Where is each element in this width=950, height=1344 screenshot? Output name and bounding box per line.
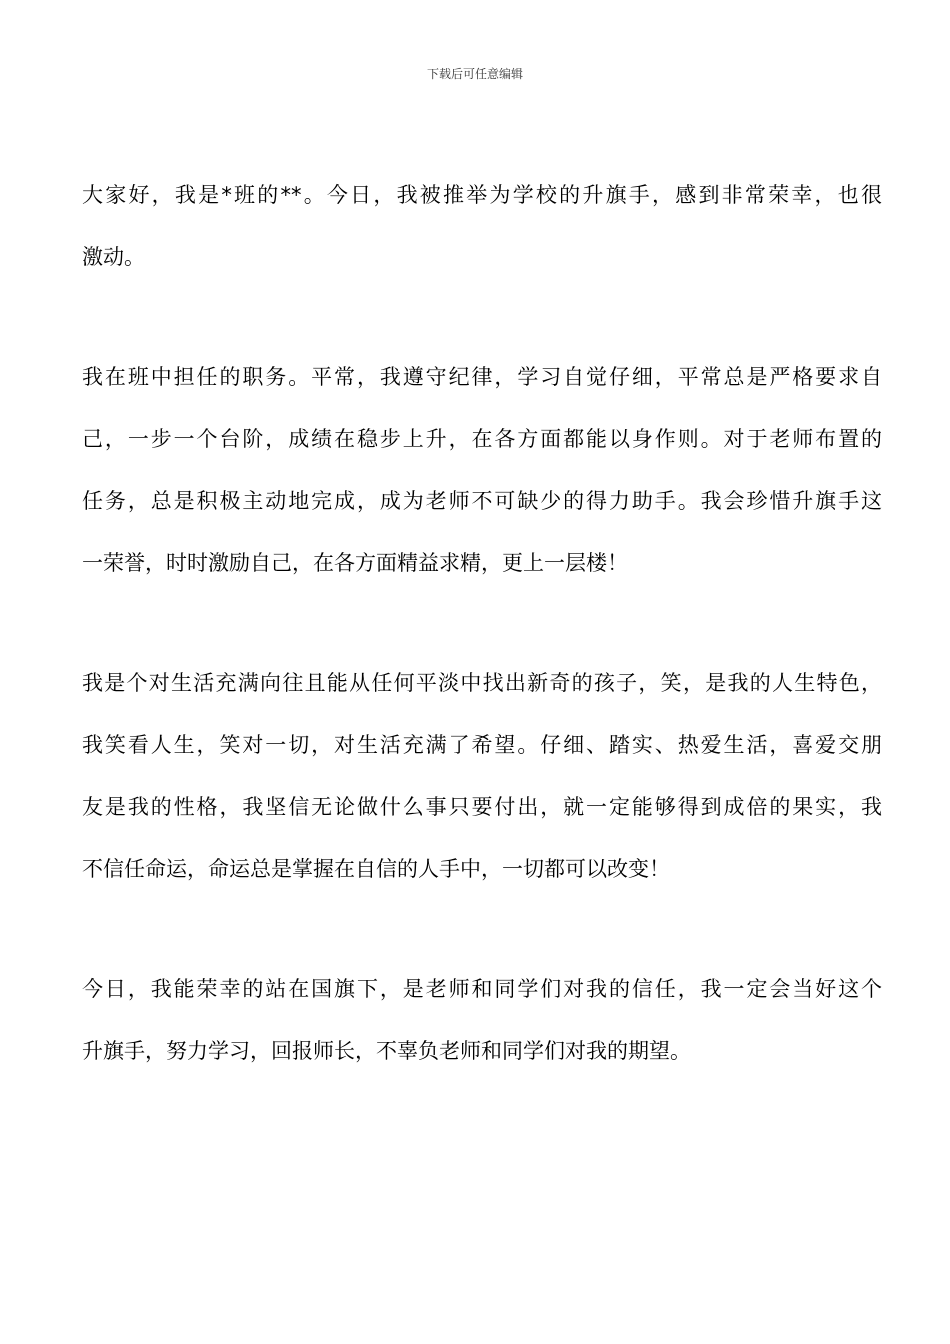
text-line: 今日，我能荣幸的站在国旗下，是老师和同学们对我的信任，我一定会当好这个: [82, 977, 882, 1001]
paragraph-duties: [82, 346, 882, 594]
document-body: [82, 164, 882, 1140]
text-line: 己，一步一个台阶，成绩在稳步上升，在各方面都能以身作则。对于老师布置的: [82, 427, 882, 451]
text-line: 我在班中担任的职务。平常，我遵守纪律，学习自觉仔细，平常总是严格要求自: [82, 365, 882, 389]
text-line: 激动。: [82, 245, 145, 269]
paragraph-closing: [82, 958, 882, 1082]
text-line: 升旗手，努力学习，回报师长，不辜负老师和同学们对我的期望。: [82, 1039, 691, 1063]
page-header: 下载后可任意编辑: [426, 67, 523, 81]
text-line: 任务，总是积极主动地完成，成为老师不可缺少的得力助手。我会珍惜升旗手这: [82, 489, 882, 513]
text-line: 大家好，我是*班的**。今日，我被推举为学校的升旗手，感到非常荣幸，也很: [82, 183, 882, 207]
text-line: 我是个对生活充满向往且能从任何平淡中找出新奇的孩子，笑，是我的人生特色，: [82, 671, 882, 695]
paragraph-greeting: [82, 164, 882, 288]
paragraph-character: [82, 652, 882, 900]
text-line: 不信任命运，命运总是掌握在自信的人手中，一切都可以改变！: [82, 857, 670, 881]
text-line: 一荣誉，时时激励自己，在各方面精益求精，更上一层楼！: [82, 551, 628, 575]
text-line: 我笑看人生，笑对一切，对生活充满了希望。仔细、踏实、热爱生活，喜爱交朋: [82, 733, 882, 757]
text-line: 友是我的性格，我坚信无论做什么事只要付出，就一定能够得到成倍的果实，我: [82, 795, 882, 819]
